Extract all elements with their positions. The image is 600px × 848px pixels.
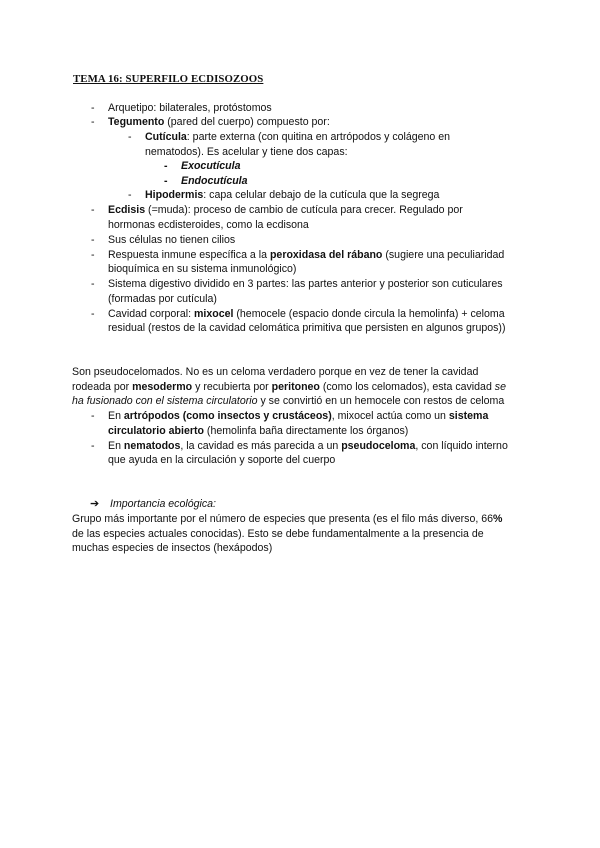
- bullet-dash: -: [91, 249, 95, 261]
- bullet-dash: -: [91, 410, 95, 422]
- paragraph-line: rodeada por mesodermo y recubierta por peritoneo (como los celomados), esta cavidad se: [72, 381, 506, 393]
- paragraph-line: Grupo más importante por el número de especies que presenta (es el filo más diverso, 66%: [72, 513, 503, 525]
- list-item-nematodos: En nematodos, la cavidad es más parecida a un pseudoceloma, con líquido interno: [108, 440, 508, 452]
- paragraph-line: de las especies actuales conocidas). Esto se debe fundamentalmente a la presencia de: [72, 528, 484, 540]
- list-item-artropodos: En artrópodos (como insectos y crustáceos), mixocel actúa como un sistema: [108, 410, 489, 422]
- list-item-cuticula: Cutícula: parte externa (con quitina en artrópodos y colágeno en: [145, 131, 451, 143]
- bullet-dash: -: [128, 131, 132, 143]
- bullet-dash: -: [91, 308, 95, 320]
- bullet-dash: -: [91, 204, 95, 216]
- page-title: TEMA 16: SUPERFILO ECDISOZOOS: [73, 73, 264, 85]
- paragraph-line: Son pseudocelomados. No es un celoma verdadero porque en vez de tener la cavidad: [72, 366, 479, 378]
- list-item-tegumento: Tegumento (pared del cuerpo) compuesto por:: [108, 116, 330, 128]
- list-item-ecdisis: Ecdisis (=muda): proceso de cambio de cutícula para crecer. Regulado por: [108, 204, 463, 216]
- bullet-dash: -: [91, 440, 95, 452]
- list-item-hipodermis: Hipodermis: capa celular debajo de la cutícula que la segrega: [145, 189, 440, 201]
- list-item-cavidad-cont: residual (restos de la cavidad celomática primitiva que persisten en algunos grupos)): [108, 322, 506, 334]
- bullet-dash: -: [91, 234, 95, 246]
- list-item-sistema: Sistema digestivo dividido en 3 partes: las partes anterior y posterior son cuticulares: [108, 278, 503, 290]
- list-item-nematodos-cont: que ayuda en la circulación y soporte del cuerpo: [108, 454, 336, 466]
- list-item-artropodos-cont: circulatorio abierto (hemolinfa baña directamente los órganos): [108, 425, 409, 437]
- list-item-exocuticula: Exocutícula: [181, 160, 241, 172]
- list-item-arquetipo: Arquetipo: bilaterales, protóstomos: [108, 102, 272, 114]
- bullet-dash: -: [91, 102, 95, 114]
- bullet-dash: -: [164, 160, 168, 172]
- list-item-respuesta: Respuesta inmune específica a la peroxidasa del rábano (sugiere una peculiaridad: [108, 249, 505, 261]
- list-item-respuesta-cont: bioquímica en su sistema inmunológico): [108, 263, 297, 275]
- list-item-endocuticula: Endocutícula: [181, 175, 248, 187]
- bullet-dash: -: [91, 278, 95, 290]
- list-item-celulas: Sus células no tienen cilios: [108, 234, 236, 246]
- list-item-cuticula-cont: nematodos). Es acelular y tiene dos capas:: [145, 146, 348, 158]
- paragraph-line: muchas especies de insectos (hexápodos): [72, 542, 273, 554]
- section-heading: Importancia ecológica:: [110, 498, 216, 510]
- list-item-ecdisis-cont: hormonas ecdisteroides, como la ecdisona: [108, 219, 309, 231]
- list-item-cavidad: Cavidad corporal: mixocel (hemocele (espacio donde circula la hemolinfa) + celoma: [108, 308, 505, 320]
- paragraph-line: ha fusionado con el sistema circulatorio y se convirtió en un hemocele con restos de celoma: [72, 395, 505, 407]
- bullet-dash: -: [91, 116, 95, 128]
- bullet-dash: -: [164, 175, 168, 187]
- arrow-bullet-icon: ➔: [90, 498, 100, 510]
- bullet-dash: -: [128, 189, 132, 201]
- list-item-sistema-cont: (formadas por cutícula): [108, 293, 217, 305]
